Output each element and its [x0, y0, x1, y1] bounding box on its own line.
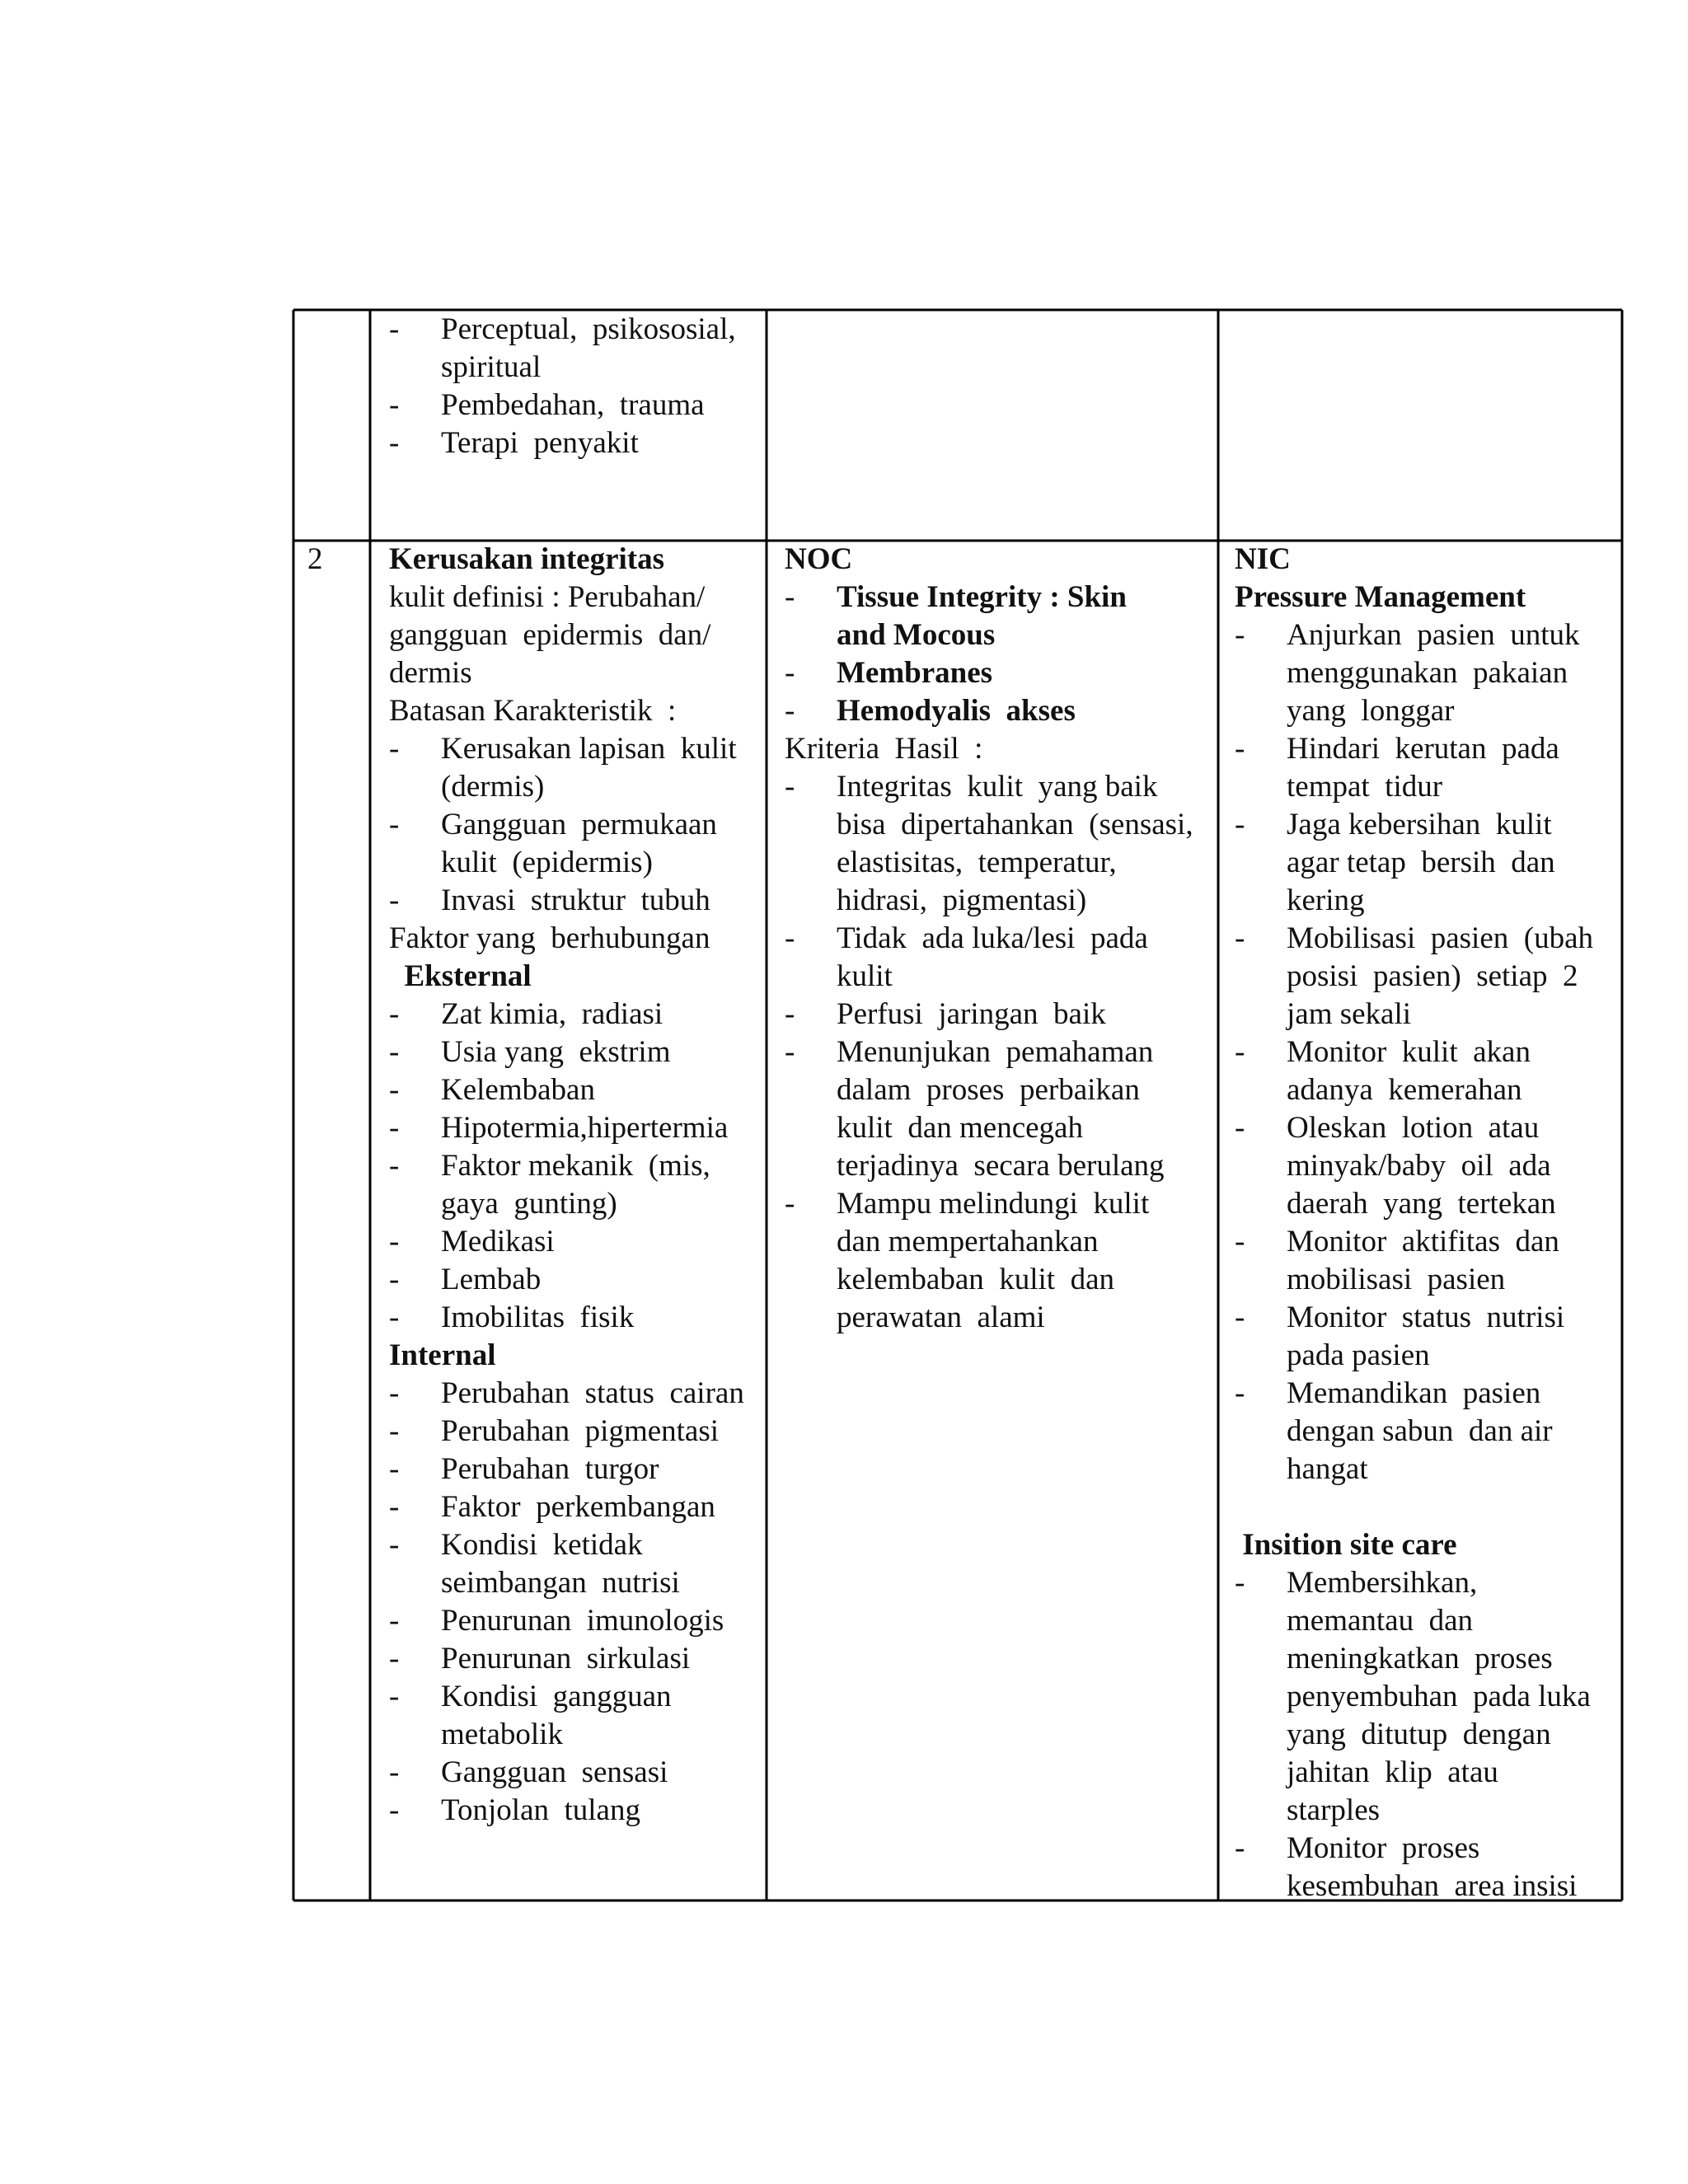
bullet-dash: - — [389, 1490, 400, 1524]
list-item-continuation — [785, 1109, 1213, 1147]
list-item-continuation — [1235, 1337, 1618, 1375]
bullet-dash: - — [389, 1680, 400, 1713]
item-text: yang longgar — [1287, 694, 1455, 728]
item-text: bisa dipertahankan (sensasi, — [837, 808, 1193, 841]
item-text: Monitor kulit akan — [1287, 1035, 1531, 1069]
item-text: Mobilisasi pasien (ubah — [1287, 921, 1594, 955]
list-item-continuation — [1235, 1716, 1618, 1754]
bullet-dash: - — [785, 694, 795, 728]
item-text: Integritas kulit yang baik — [837, 770, 1158, 804]
list-item — [389, 730, 760, 768]
item-text: metabolik — [441, 1718, 563, 1751]
list-item — [389, 1109, 760, 1147]
list-item — [1235, 1109, 1618, 1147]
list-item-continuation — [389, 1716, 760, 1754]
bullet-dash: - — [389, 1111, 400, 1145]
item-text: dermis — [389, 656, 472, 690]
item-text: agar tetap bersih dan — [1287, 846, 1555, 879]
item-text: posisi pasien) setiap 2 — [1287, 959, 1578, 993]
text-line — [785, 541, 1213, 579]
item-text: Monitor aktifitas dan — [1287, 1225, 1559, 1258]
list-item-continuation — [1235, 1868, 1618, 1905]
item-text: Hemodyalis akses — [837, 694, 1076, 728]
bullet-dash: - — [785, 1035, 795, 1069]
bullet-dash: - — [389, 1073, 400, 1107]
item-text: Perfusi jaringan baik — [837, 997, 1106, 1031]
list-item-continuation — [1235, 1147, 1618, 1185]
item-text: spiritual — [441, 350, 542, 384]
list-item — [1235, 1564, 1618, 1602]
list-item — [389, 1451, 760, 1488]
list-item — [1235, 806, 1618, 844]
list-item-continuation — [1235, 654, 1618, 692]
list-item — [389, 1299, 760, 1337]
list-item — [785, 579, 1213, 616]
list-item — [389, 1792, 760, 1830]
bullet-dash: - — [389, 388, 400, 422]
item-text: jam sekali — [1287, 997, 1412, 1031]
item-text: memantau dan — [1287, 1604, 1474, 1638]
list-item-continuation — [1235, 1261, 1618, 1299]
row-number: 2 — [307, 542, 323, 576]
item-text: mobilisasi pasien — [1287, 1263, 1506, 1296]
item-text: Menunjukan pemahaman — [837, 1035, 1154, 1069]
text-line — [1235, 1526, 1618, 1564]
list-item — [389, 1488, 760, 1526]
list-item — [1235, 1033, 1618, 1071]
bullet-dash: - — [389, 1414, 400, 1448]
list-item — [389, 1071, 760, 1109]
list-item — [389, 806, 760, 844]
item-text: Monitor proses — [1287, 1831, 1480, 1865]
item-text: Kondisi gangguan — [441, 1680, 672, 1713]
item-text: Kerusakan integritas — [389, 542, 665, 576]
list-item — [1235, 1830, 1618, 1868]
list-item-continuation — [785, 1071, 1213, 1109]
item-text: kulit dan mencegah — [837, 1111, 1083, 1145]
bullet-dash: - — [1235, 732, 1245, 766]
list-item — [389, 1413, 760, 1451]
list-item-continuation — [785, 806, 1213, 844]
item-text: Medikasi — [441, 1225, 555, 1258]
bullet-dash: - — [389, 426, 400, 460]
bullet-dash: - — [1235, 1376, 1245, 1410]
item-text: Eksternal — [389, 959, 532, 993]
item-text: Pressure Management — [1235, 580, 1526, 614]
text-line — [389, 692, 760, 730]
item-text: kering — [1287, 883, 1365, 917]
item-text: dalam proses perbaikan — [837, 1073, 1140, 1107]
list-item — [389, 1261, 760, 1299]
list-item-continuation — [1235, 1071, 1618, 1109]
list-item-continuation — [389, 768, 760, 806]
bullet-dash: - — [389, 1301, 400, 1334]
list-item-continuation — [785, 958, 1213, 996]
bullet-dash: - — [785, 656, 795, 690]
list-item-continuation — [1235, 1185, 1618, 1223]
item-text: Pembedahan, trauma — [441, 388, 705, 422]
item-text: Invasi struktur tubuh — [441, 883, 710, 917]
bullet-dash: - — [785, 997, 795, 1031]
text-line — [389, 541, 760, 579]
bullet-dash: - — [389, 883, 400, 917]
bullet-dash: - — [1235, 808, 1245, 841]
item-text: yang ditutup dengan — [1287, 1718, 1551, 1751]
list-item — [785, 996, 1213, 1033]
bullet-dash: - — [389, 1452, 400, 1486]
bullet-dash: - — [1235, 1301, 1245, 1334]
list-item-continuation — [1235, 996, 1618, 1033]
list-item-continuation — [1235, 768, 1618, 806]
item-text: and Mocous — [837, 618, 996, 652]
text-line — [389, 579, 760, 616]
list-item-continuation — [785, 1299, 1213, 1337]
item-text: penyembuhan pada luka — [1287, 1680, 1591, 1713]
list-item — [389, 1147, 760, 1185]
list-item — [1235, 1299, 1618, 1337]
bullet-dash: - — [389, 732, 400, 766]
list-item-continuation — [389, 1185, 760, 1223]
list-item — [785, 1185, 1213, 1223]
bullet-dash: - — [389, 1035, 400, 1069]
item-text: meningkatkan proses — [1287, 1642, 1553, 1675]
item-text: Lembab — [441, 1263, 542, 1296]
item-text: Perubahan status cairan — [441, 1376, 744, 1410]
list-item-continuation — [1235, 1602, 1618, 1640]
list-item — [1235, 616, 1618, 654]
item-text: Faktor yang berhubungan — [389, 921, 710, 955]
blank-line — [1235, 1488, 1618, 1526]
text-line — [389, 958, 760, 996]
bullet-dash: - — [1235, 1225, 1245, 1258]
list-item-continuation — [1235, 1451, 1618, 1488]
text-line — [389, 654, 760, 692]
list-item-continuation — [1235, 844, 1618, 882]
item-text: kesembuhan area insisi — [1287, 1869, 1578, 1903]
list-item-continuation — [389, 349, 760, 387]
item-text: Perubahan pigmentasi — [441, 1414, 720, 1448]
list-item — [389, 1640, 760, 1678]
item-text: gaya gunting) — [441, 1187, 617, 1221]
item-text: Penurunan sirkulasi — [441, 1642, 691, 1675]
item-text: minyak/baby oil ada — [1287, 1149, 1551, 1183]
list-item — [785, 768, 1213, 806]
list-item — [1235, 1375, 1618, 1413]
bullet-dash: - — [389, 1793, 400, 1827]
bullet-dash: - — [389, 312, 400, 346]
item-text: Mampu melindungi kulit — [837, 1187, 1150, 1221]
bullet-dash: - — [785, 770, 795, 804]
item-text: daerah yang tertekan — [1287, 1187, 1556, 1221]
list-item-continuation — [1235, 958, 1618, 996]
list-item — [389, 311, 760, 349]
list-item-continuation — [785, 1147, 1213, 1185]
item-text: Tidak ada luka/lesi pada — [837, 921, 1148, 955]
bullet-dash: - — [389, 1225, 400, 1258]
item-text: Membersihkan, — [1287, 1566, 1478, 1600]
bullet-dash: - — [389, 1528, 400, 1562]
list-item-continuation — [785, 882, 1213, 920]
list-item — [785, 920, 1213, 958]
text-line — [389, 920, 760, 958]
item-text: tempat tidur — [1287, 770, 1443, 804]
list-item — [389, 387, 760, 424]
item-text: Penurunan imunologis — [441, 1604, 724, 1638]
item-text: kulit (epidermis) — [441, 846, 653, 879]
list-item-continuation — [785, 844, 1213, 882]
list-item-continuation — [1235, 1792, 1618, 1830]
item-text: Anjurkan pasien untuk — [1287, 618, 1580, 652]
list-item — [389, 1678, 760, 1716]
bullet-dash: - — [389, 1149, 400, 1183]
item-text: Faktor perkembangan — [441, 1490, 715, 1524]
list-item-continuation — [785, 1223, 1213, 1261]
row2-noc-cell — [785, 541, 1213, 1337]
item-text: perawatan alami — [837, 1301, 1045, 1334]
bullet-dash: - — [1235, 1035, 1245, 1069]
item-text: Usia yang ekstrim — [441, 1035, 671, 1069]
item-text: Kerusakan lapisan kulit — [441, 732, 737, 766]
item-text: adanya kemerahan — [1287, 1073, 1522, 1107]
list-item — [389, 1033, 760, 1071]
bullet-dash: - — [389, 997, 400, 1031]
list-item — [1235, 730, 1618, 768]
item-text: kelembaban kulit dan — [837, 1263, 1115, 1296]
row2-nic-cell — [1235, 541, 1618, 1905]
list-item-continuation — [1235, 1678, 1618, 1716]
item-text: Internal — [389, 1338, 496, 1372]
text-line — [389, 616, 760, 654]
bullet-dash: - — [389, 1604, 400, 1638]
item-text: kulit definisi : Perubahan/ — [389, 580, 706, 614]
item-text: terjadinya secara berulang — [837, 1149, 1165, 1183]
list-item-continuation — [1235, 1413, 1618, 1451]
bullet-dash: - — [1235, 1566, 1245, 1600]
item-text: seimbangan nutrisi — [441, 1566, 680, 1600]
list-item-continuation — [1235, 1640, 1618, 1678]
text-line — [1235, 579, 1618, 616]
list-item — [389, 1526, 760, 1564]
item-text: Gangguan permukaan — [441, 808, 717, 841]
item-text: Hindari kerutan pada — [1287, 732, 1559, 766]
item-text: hidrasi, pigmentasi) — [837, 883, 1087, 917]
list-item — [1235, 1223, 1618, 1261]
list-item — [1235, 920, 1618, 958]
list-item — [785, 1033, 1213, 1071]
item-text: dan mempertahankan — [837, 1225, 1099, 1258]
item-text: Hipotermia,hipertermia — [441, 1111, 729, 1145]
item-text: Tissue Integrity : Skin — [837, 580, 1127, 614]
bullet-dash: - — [389, 1642, 400, 1675]
list-item — [389, 424, 760, 462]
item-text: Kelembaban — [441, 1073, 595, 1107]
list-item — [389, 996, 760, 1033]
item-text: starples — [1287, 1793, 1381, 1827]
item-text: Batasan Karakteristik : — [389, 694, 677, 728]
bullet-dash: - — [389, 808, 400, 841]
bullet-dash: - — [389, 1755, 400, 1789]
list-item-continuation — [389, 844, 760, 882]
row2-problem-cell — [389, 541, 760, 1830]
item-text: gangguan epidermis dan/ — [389, 618, 711, 652]
item-text: Perceptual, psikososial, — [441, 312, 736, 346]
item-text: Imobilitas fisik — [441, 1301, 635, 1334]
item-text: Memandikan pasien — [1287, 1376, 1541, 1410]
item-text: hangat — [1287, 1452, 1368, 1486]
list-item-continuation — [1235, 882, 1618, 920]
item-text: Monitor status nutrisi — [1287, 1301, 1565, 1334]
bullet-dash: - — [785, 1187, 795, 1221]
item-text: (dermis) — [441, 770, 545, 804]
item-text: Faktor mekanik (mis, — [441, 1149, 710, 1183]
item-text: Membranes — [837, 656, 993, 690]
list-item-continuation — [389, 1564, 760, 1602]
bullet-dash: - — [1235, 1111, 1245, 1145]
item-text: Insition site care — [1235, 1528, 1457, 1562]
item-text: elastisitas, temperatur, — [837, 846, 1117, 879]
list-item-continuation — [785, 1261, 1213, 1299]
item-text: Tonjolan tulang — [441, 1793, 640, 1827]
bullet-dash: - — [389, 1263, 400, 1296]
list-item — [785, 654, 1213, 692]
item-text: menggunakan pakaian — [1287, 656, 1568, 690]
item-text: pada pasien — [1287, 1338, 1430, 1372]
item-text: Perubahan turgor — [441, 1452, 659, 1486]
bullet-dash: - — [1235, 921, 1245, 955]
text-line — [785, 730, 1213, 768]
row2-number — [307, 541, 323, 579]
bullet-dash: - — [1235, 1831, 1245, 1865]
item-text: Kriteria Hasil : — [785, 732, 983, 766]
item-text: dengan sabun dan air — [1287, 1414, 1553, 1448]
item-text: Terapi penyakit — [441, 426, 639, 460]
list-item — [389, 1223, 760, 1261]
item-text: Jaga kebersihan kulit — [1287, 808, 1552, 841]
item-text: jahitan klip atau — [1287, 1755, 1498, 1789]
item-text: Gangguan sensasi — [441, 1755, 668, 1789]
item-text: Kondisi ketidak — [441, 1528, 643, 1562]
list-item-continuation — [1235, 692, 1618, 730]
item-text: Oleskan lotion atau — [1287, 1111, 1540, 1145]
list-item — [389, 1602, 760, 1640]
item-text: kulit — [837, 959, 893, 993]
item-text: Zat kimia, radiasi — [441, 997, 663, 1031]
item-text: NOC — [785, 542, 853, 576]
list-item-continuation — [1235, 1754, 1618, 1792]
row1-problem-cell — [389, 311, 760, 462]
item-text: NIC — [1235, 542, 1291, 576]
bullet-dash: - — [785, 580, 795, 614]
list-item — [785, 692, 1213, 730]
bullet-dash: - — [785, 921, 795, 955]
bullet-dash: - — [389, 1376, 400, 1410]
bullet-dash: - — [1235, 618, 1245, 652]
text-line — [1235, 541, 1618, 579]
list-item — [389, 1375, 760, 1413]
list-item — [389, 882, 760, 920]
list-item-continuation — [785, 616, 1213, 654]
list-item — [389, 1754, 760, 1792]
text-line — [389, 1337, 760, 1375]
